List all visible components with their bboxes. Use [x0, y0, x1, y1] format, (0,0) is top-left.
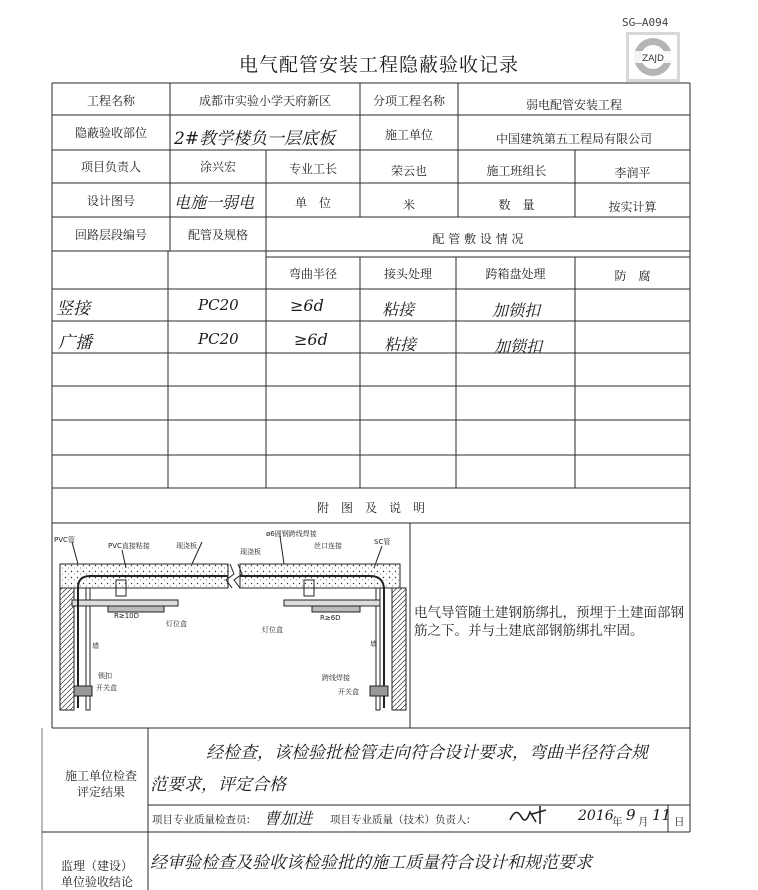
attachment-description: 电气导管随土建钢筋绑扎，预埋于土建面部钢筋之下。并与土建底部钢筋绑扎牢固。	[414, 605, 684, 639]
row-bend: ≥6d	[294, 330, 328, 349]
value-drawing: 电施一弱电	[174, 193, 255, 212]
label-drawing: 设计图号	[86, 194, 135, 208]
dg-wire-joint: 丝口连接	[314, 542, 342, 550]
label-unit: 单 位	[294, 196, 331, 210]
dg-pvc-joint: PVC直接粘接	[108, 542, 150, 550]
value-project-lead: 涂兴宏	[199, 160, 236, 174]
row-crossbox: 加锁扣	[492, 301, 541, 320]
dg-bend-r10: R≥10D	[114, 612, 140, 620]
label-supervisor-2: 单位验收结论	[60, 875, 133, 889]
dg-cast-slab2: 现浇板	[240, 548, 261, 556]
supervisor-conclusion: 经审验检查及验收该检验批的施工质量符合设计和规范要求	[150, 853, 592, 873]
row-spec: PC20	[198, 330, 239, 348]
label-attachment: 附 图 及 说 明	[316, 501, 425, 515]
row-joint: 粘接	[384, 335, 417, 354]
date-month: 9	[626, 806, 636, 824]
label-circuit: 回路层段编号	[74, 228, 147, 242]
label-hidden-part: 隐蔽验收部位	[74, 126, 147, 140]
value-sub-project: 弱电配管安装工程	[525, 98, 622, 112]
label-foreman: 专业工长	[288, 162, 337, 176]
document-code: SG—A094	[622, 16, 669, 29]
dg-lock-buckle: 锁扣	[98, 672, 112, 680]
dg-steel-weld: ø6圆钢跨线焊接	[266, 530, 317, 538]
dg-switch-box: 开关盒	[96, 684, 117, 692]
label-check-result-1: 施工单位检查	[64, 769, 137, 783]
label-construction-unit: 施工单位	[384, 128, 433, 142]
value-hidden-part: 2#教学楼负一层底板	[174, 129, 336, 149]
label-check-result-2: 评定结果	[76, 785, 125, 799]
row-spec: PC20	[198, 296, 239, 314]
row-joint: 粘接	[382, 300, 415, 319]
label-day: 日	[674, 816, 685, 828]
tech-lead-signature	[506, 802, 554, 828]
row-circuit: 广播	[58, 333, 92, 353]
label-month: 月	[638, 816, 649, 828]
check-text-line-1: 经检查，该检验批检管走向符合设计要求，弯曲半径符合规	[206, 743, 648, 763]
label-laying: 配 管 敷 设 情 况	[432, 232, 524, 246]
dg-cross-weld: 跨线焊接	[322, 674, 350, 682]
document-title: 电气配管安装工程隐蔽验收记录	[238, 54, 519, 76]
date-year: 2016	[578, 808, 614, 824]
label-team-lead: 施工班组长	[486, 164, 547, 178]
value-project-name: 成都市实验小学天府新区	[198, 94, 331, 108]
pipe-installation-diagram	[52, 528, 410, 724]
row-circuit: 竖接	[56, 299, 90, 319]
value-construction-unit: 中国建筑第五工程局有限公司	[495, 132, 652, 146]
dg-switch-box2: 开关盒	[338, 688, 359, 696]
label-pipe-spec: 配管及规格	[187, 228, 248, 242]
svg-text:ZAJD: ZAJD	[642, 54, 664, 64]
dg-lamp-box2: 灯位盒	[262, 626, 283, 634]
value-unit: 米	[402, 198, 415, 212]
row-crossbox: 加锁扣	[494, 337, 543, 356]
dg-wall2: 墙	[370, 640, 377, 648]
dg-cast-slab: 现浇板	[176, 542, 197, 550]
label-year: 年	[612, 816, 623, 828]
inspector-signature: 曹加进	[264, 809, 313, 828]
check-text-line-2: 范要求，评定合格	[150, 775, 286, 795]
value-quantity: 按实计算	[608, 200, 657, 214]
value-foreman: 荣云也	[390, 164, 427, 178]
label-quantity: 数 量	[498, 198, 535, 212]
row-bend: ≥6d	[290, 296, 324, 315]
label-project-name: 工程名称	[86, 94, 135, 108]
label-joint: 接头处理	[383, 267, 432, 281]
label-tech-lead: 项目专业质量（技术）负责人:	[330, 814, 471, 826]
value-team-lead: 李润平	[614, 166, 651, 180]
dg-pvc-pipe: PVC管	[54, 536, 75, 544]
dg-wall: 墙	[92, 642, 99, 650]
label-bend-radius: 弯曲半径	[288, 267, 337, 281]
label-sub-project: 分项工程名称	[372, 94, 445, 108]
date-day: 11	[652, 806, 672, 824]
label-anticorrosion: 防 腐	[614, 269, 651, 283]
label-supervisor-1: 监理（建设）	[60, 859, 133, 873]
label-crossbox: 跨箱盘处理	[485, 267, 546, 281]
label-project-lead: 项目负责人	[80, 160, 141, 174]
dg-bend-r6: R≥6D	[320, 614, 341, 622]
dg-sc-pipe: SC管	[374, 538, 391, 546]
dg-lamp-box: 灯位盒	[166, 620, 187, 628]
label-inspector: 项目专业质量检查员:	[152, 814, 251, 826]
